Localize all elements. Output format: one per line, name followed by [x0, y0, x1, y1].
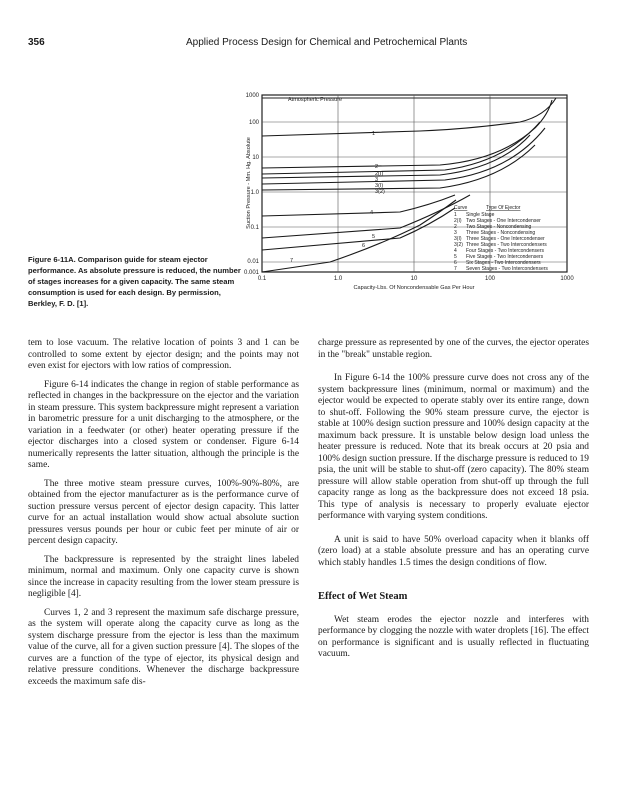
curve-label: 7	[290, 258, 294, 264]
paragraph: The three motive steam pressure curves, 100%-90%-80%, are obtained from the ejector manufacturer as is the performance curve of suction pressure versus percent of ejector design capacity. This latter curve for an actual installation would show actual absolute suction pressures versus pounds per hour or cubic feet per minute of air or percent design capacity.	[28, 478, 299, 546]
x-tick: 100	[484, 276, 496, 282]
curve-2	[262, 100, 552, 168]
x-axis-label: Capacity-Lbs. Of Noncondensable Gas Per Hour	[353, 285, 475, 291]
legend-num: 3	[454, 230, 457, 236]
page-number: 356	[28, 37, 45, 48]
paragraph: charge pressure as represented by one of the curves, the ejector operates in the "break" unstable region.	[318, 338, 589, 360]
y-tick: 0.1	[250, 225, 259, 231]
curve-6	[262, 208, 455, 250]
running-title: Applied Process Design for Chemical and Petrochemical Plants	[186, 37, 468, 48]
curve-label: 2(I)	[375, 171, 384, 177]
curve-label: 3(2)	[375, 189, 385, 195]
y-axis-label: Suction Pressure - Mm. Hg. Absolute	[246, 137, 252, 229]
legend-text: Five Stages - Two Intercondensers	[466, 254, 544, 260]
curve-label: 6	[362, 243, 366, 249]
curve-label: 3(I)	[375, 183, 384, 189]
x-tick: 1000	[560, 276, 574, 282]
x-tick-labels	[258, 276, 575, 282]
legend-num: 3(I)	[454, 236, 462, 242]
legend	[454, 205, 548, 272]
curve-label: 5	[372, 234, 376, 240]
legend-text: Two Stages - Noncondensing	[466, 224, 532, 230]
legend-num: 6	[454, 260, 457, 266]
paragraph: Curves 1, 2 and 3 represent the maximum safe discharge pressure, as the system will operate along the capacity curve as long as the system discharge pressure from the ejector is less than the maximum value of the curve, all for a given suction pressure [4]. The slopes of the curves are a function of the type of ejector, its physical design and relative pressure conditions. Whenever the discharge backpressure exceeds the maximum safe dis-	[28, 607, 299, 687]
legend-num: 2(I)	[454, 218, 462, 224]
y-tick: 0.01	[247, 259, 259, 265]
x-tick: 10	[410, 276, 418, 282]
x-tick: 0.1	[257, 276, 267, 282]
legend-head-type: Type Of Ejector	[486, 205, 521, 211]
legend-text: Three Stages - Noncondensing	[466, 230, 536, 236]
paragraph: The backpressure is represented by the straight lines labeled minimum, normal and maximum. Only one capacity curve is shown since the increase in capacity resulting from the lower steam pressure is negligible [4].	[28, 554, 299, 599]
legend-num: 2	[454, 224, 457, 230]
section-heading: Effect of Wet Steam	[318, 591, 408, 602]
paragraph: Wet steam erodes the ejector nozzle and interferes with performance by clogging the nozzle with water droplets [16]. The effect on performance is significant and is usually reflected in fluctuating vacuum.	[318, 614, 589, 659]
curve-label: 4	[370, 210, 374, 216]
legend-text: Four Stages - Two Intercondensers	[466, 248, 545, 254]
paragraph: tem to lose vacuum. The relative location of points 3 and 1 can be controlled to some extent by ejector design; and the points may not even exist for ejectors with low ratios of compression.	[28, 338, 299, 371]
paragraph: In Figure 6-14 the 100% pressure curve does not cross any of the system backpressure lines (minimum, normal or maximum) and the ejector would be expected to operate stably over its entire range, down to shut-off. Following the 90% steam pressure curve, the ejector is stable at 100% design suction pressure and 100% design capacity at the maximum back pressure. It is unstable below design load unless the heater pressure is reduced. Note that its break occurs at 20 psia and 100% design suction pressure. If the discharge pressure is reduced to 19 psia, the unit will be stable to shut-off (zero capacity). The 80% steam pressure will allow stable operation from shut-off up through the full capacity range as long as the backpressure does not exceed 18 psia. This type of analysis is necessary to properly evaluate ejector performance with varying system conditions.	[318, 373, 589, 521]
y-tick: 0.001	[243, 270, 259, 276]
atmospheric-label: Atmospheric Pressure	[288, 97, 343, 103]
curve-label: 3	[375, 177, 379, 183]
x-tick: 1.0	[333, 276, 343, 282]
legend-num: 7	[454, 266, 457, 272]
paragraph: A unit is said to have 50% overload capacity when it blanks off (zero load) at a stable absolute pressure and has an operating curve which stably handles 1.5 times the design conditions of flow.	[318, 534, 589, 568]
legend-text: Three Stages - One Intercondenser	[466, 236, 545, 242]
right-column	[318, 338, 589, 661]
y-tick: 1.0	[250, 190, 259, 196]
curve-label: 2	[375, 164, 379, 170]
legend-head-curve: Curve	[454, 205, 468, 211]
legend-num: 3(2)	[454, 242, 463, 248]
y-tick: 10	[252, 155, 259, 161]
curve-labels	[290, 131, 385, 264]
legend-num: 4	[454, 248, 457, 254]
left-column	[28, 338, 299, 688]
legend-num: 5	[454, 254, 457, 260]
y-tick: 1000	[245, 93, 259, 99]
legend-text: Three Stages - Two Intercondensers	[466, 242, 547, 248]
y-tick: 100	[248, 120, 259, 126]
legend-text: Two Stages - One Intercondenser	[466, 218, 541, 224]
legend-text: Six Stages - Two Intercondensers	[466, 260, 541, 266]
legend-text: Single Stage	[466, 212, 495, 218]
figure-caption: Figure 6-11A. Comparison guide for steam ejector performance. As absolute pressure is reduced, the number of stages increases for a given capacity. The same steam consumption is used for each design. By permission, Berkley, F. D. [1].	[28, 255, 241, 308]
legend-num: 1	[454, 212, 457, 218]
curve-label: 1	[372, 131, 376, 137]
paragraph: Figure 6-14 indicates the change in region of stable performance as reflected in changes in the backpressure on the ejector and the variation in steam pressure. This system backpressure might represent a variation in barometric pressure for a unit discharging to the atmosphere, or the variation in a feedwater (or other) heater operating pressure if the ejector discharges into a closed system or condenser. Figure 6-14 numerically represents the latter situation, although the principle is the same.	[28, 379, 299, 470]
curve-4	[262, 195, 455, 216]
legend-text: Seven Stages - Two Intercondensers	[466, 266, 548, 272]
curve-1	[262, 98, 556, 136]
